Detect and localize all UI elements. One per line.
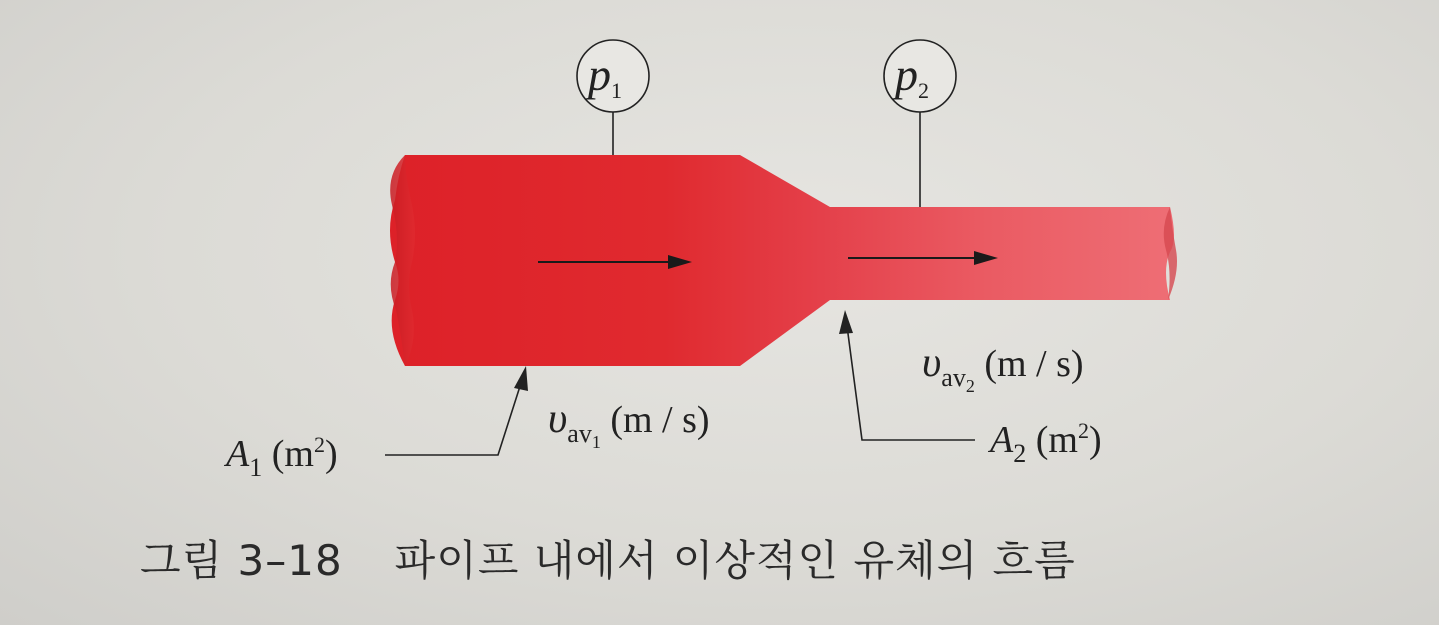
velocity-2-label (922, 342, 1084, 395)
area-2-unit: (m (1035, 419, 1078, 461)
gauge-2-subscript: 2 (918, 78, 929, 103)
area-2-symbol: A (990, 419, 1014, 461)
velocity-1-symbol: υ (548, 396, 568, 442)
gauge-1-subscript: 1 (611, 78, 622, 103)
area-1-unit-close: ) (324, 433, 338, 475)
area-1-exponent: 2 (313, 432, 325, 457)
area-2-label (990, 420, 1102, 467)
figure-caption-text: 파이프 내에서 이상적인 유체의 흐름 (394, 536, 1076, 585)
gauge-2-label (895, 49, 929, 103)
area-2-leader-arrowhead (839, 310, 853, 334)
area-1-leader-arrowhead (514, 366, 528, 391)
area-1-leader-line (385, 380, 522, 455)
gauge-1-label (588, 49, 622, 103)
area-1-unit: (m (271, 433, 314, 475)
velocity-2-subscript: av (941, 363, 966, 392)
velocity-1-subsubscript: 1 (591, 432, 601, 452)
area-2-unit-close: ) (1088, 419, 1102, 461)
area-2-subscript: 2 (1013, 439, 1027, 468)
velocity-2-unit: (m / s) (984, 343, 1084, 385)
velocity-1-subscript: av (567, 419, 592, 448)
velocity-2-symbol: υ (922, 340, 942, 386)
figure-caption (140, 528, 1076, 588)
velocity-1-label (548, 398, 710, 451)
area-2-exponent: 2 (1077, 418, 1089, 443)
figure-number: 그림 3–18 (140, 536, 343, 585)
gauge-2-symbol: p (895, 49, 918, 100)
area-1-label (226, 434, 338, 481)
pipe-body (390, 155, 1174, 366)
velocity-2-subsubscript: 2 (965, 376, 975, 396)
area-1-symbol: A (226, 433, 250, 475)
velocity-1-unit: (m / s) (610, 399, 710, 441)
gauge-1-symbol: p (588, 49, 611, 100)
area-1-subscript: 1 (249, 453, 263, 482)
